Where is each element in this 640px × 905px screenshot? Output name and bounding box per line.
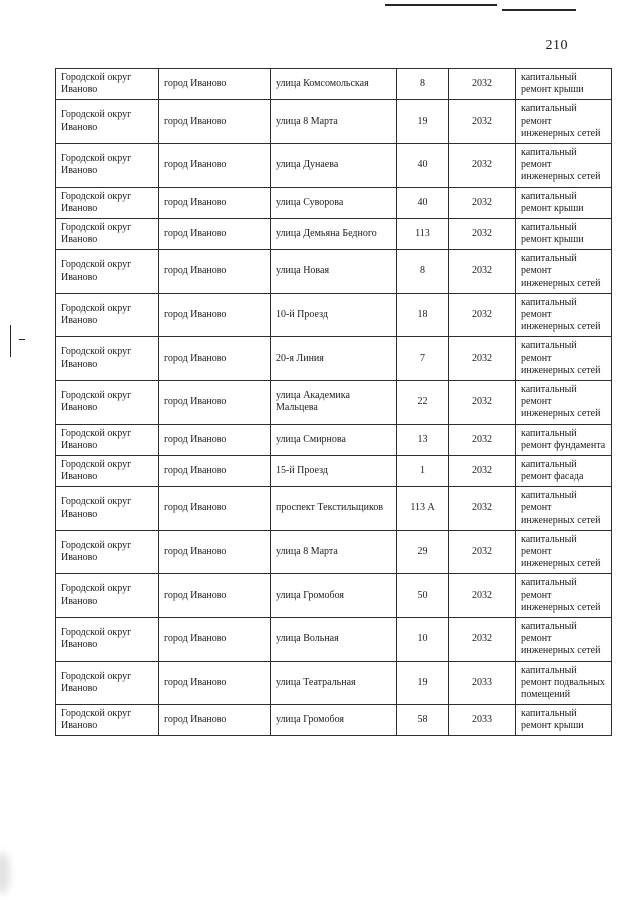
cell-house: 50 — [397, 574, 449, 618]
cell-year: 2032 — [449, 380, 516, 424]
cell-city: город Иваново — [159, 455, 271, 486]
cell-year: 2032 — [449, 617, 516, 661]
cell-city: город Иваново — [159, 218, 271, 249]
cell-work: капитальный ремонт инженерных сетей — [516, 250, 612, 294]
cell-work: капитальный ремонт инженерных сетей — [516, 617, 612, 661]
table-row — [56, 530, 612, 574]
cell-street: улица Смирнова — [271, 424, 397, 455]
cell-house: 8 — [397, 250, 449, 294]
schedule-table-body — [56, 69, 612, 736]
cell-work: капитальный ремонт инженерных сетей — [516, 293, 612, 337]
cell-city: город Иваново — [159, 380, 271, 424]
cell-house: 18 — [397, 293, 449, 337]
cell-city: город Иваново — [159, 661, 271, 705]
cell-district: Городской округ Иваново — [56, 530, 159, 574]
cell-house: 113 — [397, 218, 449, 249]
cell-street: 10-й Проезд — [271, 293, 397, 337]
cell-year: 2032 — [449, 187, 516, 218]
cell-city: город Иваново — [159, 250, 271, 294]
cell-work: капитальный ремонт крыши — [516, 705, 612, 736]
cell-street: улица Комсомольская — [271, 69, 397, 100]
cell-city: город Иваново — [159, 617, 271, 661]
cell-district: Городской округ Иваново — [56, 455, 159, 486]
cell-year: 2032 — [449, 218, 516, 249]
cell-house: 22 — [397, 380, 449, 424]
cell-street: улица Театральная — [271, 661, 397, 705]
cell-work: капитальный ремонт инженерных сетей — [516, 530, 612, 574]
cell-district: Городской округ Иваново — [56, 337, 159, 381]
cell-city: город Иваново — [159, 705, 271, 736]
cell-year: 2032 — [449, 530, 516, 574]
cell-district: Городской округ Иваново — [56, 293, 159, 337]
cell-city: город Иваново — [159, 69, 271, 100]
table-row — [56, 187, 612, 218]
cell-city: город Иваново — [159, 530, 271, 574]
cell-house: 19 — [397, 100, 449, 144]
cell-street: улица Академика Мальцева — [271, 380, 397, 424]
cell-work: капитальный ремонт фундамента — [516, 424, 612, 455]
page-number: 210 — [545, 38, 568, 53]
table-row — [56, 218, 612, 249]
cell-year: 2033 — [449, 661, 516, 705]
cell-house: 7 — [397, 337, 449, 381]
scan-artifact-left-line — [10, 325, 11, 357]
cell-year: 2032 — [449, 143, 516, 187]
cell-year: 2032 — [449, 337, 516, 381]
table-row — [56, 250, 612, 294]
cell-work: капитальный ремонт инженерных сетей — [516, 337, 612, 381]
table-row — [56, 424, 612, 455]
cell-district: Городской округ Иваново — [56, 380, 159, 424]
cell-district: Городской округ Иваново — [56, 100, 159, 144]
cell-city: город Иваново — [159, 143, 271, 187]
cell-year: 2032 — [449, 424, 516, 455]
cell-house: 8 — [397, 69, 449, 100]
cell-street: 15-й Проезд — [271, 455, 397, 486]
cell-city: город Иваново — [159, 100, 271, 144]
cell-city: город Иваново — [159, 574, 271, 618]
table-row — [56, 487, 612, 531]
cell-year: 2032 — [449, 574, 516, 618]
cell-district: Городской округ Иваново — [56, 187, 159, 218]
cell-house: 29 — [397, 530, 449, 574]
cell-work: капитальный ремонт инженерных сетей — [516, 487, 612, 531]
cell-street: улица Громобоя — [271, 574, 397, 618]
cell-street: улица Демьяна Бедного — [271, 218, 397, 249]
cell-district: Городской округ Иваново — [56, 705, 159, 736]
cell-city: город Иваново — [159, 337, 271, 381]
table-row — [56, 705, 612, 736]
scan-artifact-left-tick — [19, 339, 25, 340]
cell-city: город Иваново — [159, 187, 271, 218]
cell-district: Городской округ Иваново — [56, 424, 159, 455]
table-row — [56, 661, 612, 705]
cell-street: улица Новая — [271, 250, 397, 294]
cell-work: капитальный ремонт подвальных помещений — [516, 661, 612, 705]
cell-year: 2032 — [449, 250, 516, 294]
cell-year: 2032 — [449, 455, 516, 486]
cell-district: Городской округ Иваново — [56, 143, 159, 187]
cell-district: Городской округ Иваново — [56, 574, 159, 618]
table-row — [56, 380, 612, 424]
cell-street: 20-я Линия — [271, 337, 397, 381]
cell-street: улица Суворова — [271, 187, 397, 218]
cell-district: Городской округ Иваново — [56, 250, 159, 294]
table-row — [56, 69, 612, 100]
cell-work: капитальный ремонт инженерных сетей — [516, 143, 612, 187]
cell-house: 1 — [397, 455, 449, 486]
cell-district: Городской округ Иваново — [56, 661, 159, 705]
table-row — [56, 143, 612, 187]
cell-year: 2033 — [449, 705, 516, 736]
cell-street: улица Громобоя — [271, 705, 397, 736]
cell-work: капитальный ремонт крыши — [516, 218, 612, 249]
cell-work: капитальный ремонт инженерных сетей — [516, 574, 612, 618]
cell-house: 58 — [397, 705, 449, 736]
cell-street: улица Вольная — [271, 617, 397, 661]
cell-street: проспект Текстильщиков — [271, 487, 397, 531]
cell-city: город Иваново — [159, 293, 271, 337]
schedule-table — [55, 68, 612, 736]
scan-artifact-line-top-1 — [385, 4, 497, 6]
cell-work: капитальный ремонт инженерных сетей — [516, 100, 612, 144]
table-row — [56, 337, 612, 381]
cell-district: Городской округ Иваново — [56, 69, 159, 100]
cell-work: капитальный ремонт фасада — [516, 455, 612, 486]
cell-city: город Иваново — [159, 487, 271, 531]
cell-district: Городской округ Иваново — [56, 218, 159, 249]
cell-year: 2032 — [449, 69, 516, 100]
table-row — [56, 100, 612, 144]
cell-street: улица 8 Марта — [271, 100, 397, 144]
cell-district: Городской округ Иваново — [56, 487, 159, 531]
table-row — [56, 574, 612, 618]
cell-house: 19 — [397, 661, 449, 705]
cell-year: 2032 — [449, 487, 516, 531]
cell-house: 40 — [397, 187, 449, 218]
table-row — [56, 293, 612, 337]
cell-city: город Иваново — [159, 424, 271, 455]
cell-work: капитальный ремонт крыши — [516, 69, 612, 100]
cell-work: капитальный ремонт крыши — [516, 187, 612, 218]
scan-artifact-bottom-smudge — [0, 852, 10, 894]
cell-house: 113 А — [397, 487, 449, 531]
cell-street: улица Дунаева — [271, 143, 397, 187]
cell-year: 2032 — [449, 100, 516, 144]
cell-year: 2032 — [449, 293, 516, 337]
table-row — [56, 455, 612, 486]
cell-district: Городской округ Иваново — [56, 617, 159, 661]
cell-house: 10 — [397, 617, 449, 661]
cell-street: улица 8 Марта — [271, 530, 397, 574]
scan-artifact-line-top-2 — [502, 9, 576, 11]
cell-work: капитальный ремонт инженерных сетей — [516, 380, 612, 424]
cell-house: 40 — [397, 143, 449, 187]
table-row — [56, 617, 612, 661]
cell-house: 13 — [397, 424, 449, 455]
